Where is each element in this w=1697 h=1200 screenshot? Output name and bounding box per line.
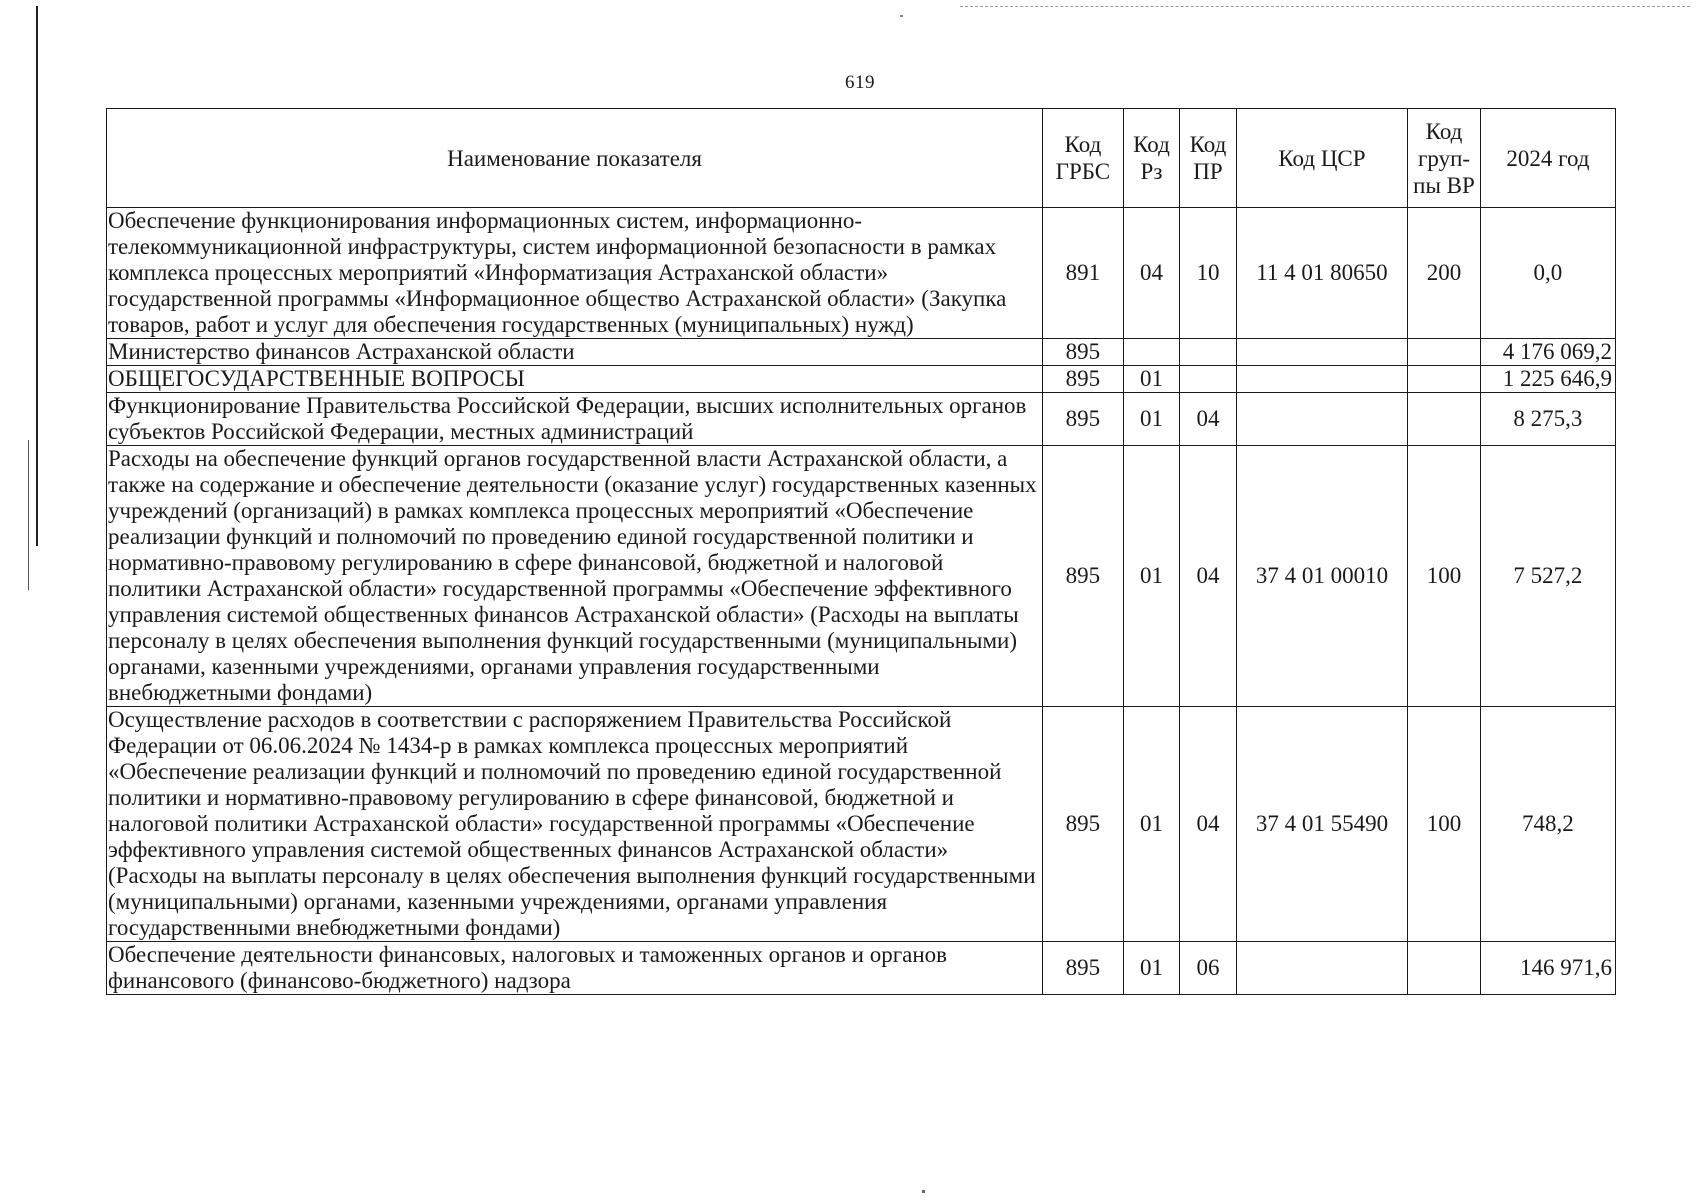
scan-binding-edge-secondary bbox=[28, 440, 29, 590]
row-rz: 01 bbox=[1123, 366, 1179, 393]
row-amount: 8 275,3 bbox=[1480, 393, 1615, 446]
table-row bbox=[107, 393, 1616, 446]
row-pr: 10 bbox=[1180, 208, 1236, 339]
row-grbs: 895 bbox=[1043, 366, 1124, 393]
row-name: Обеспечение функционирования информационных систем, информационно-телекоммуникационной инфраструктуры, систем информационной безопасности в рамках комплекса процессных мероприятий «Информатизация Астраханской области» государственной программы «Информационное общество Астраханской области» (Закупка товаров, работ и услуг для обеспечения государственных (муниципальных) нужд) bbox=[107, 208, 1043, 339]
row-amount: 0,0 bbox=[1480, 208, 1615, 339]
header-csr: Код ЦСР bbox=[1236, 109, 1407, 208]
row-csr bbox=[1236, 339, 1407, 366]
row-vr bbox=[1408, 942, 1481, 995]
row-csr: 11 4 01 80650 bbox=[1236, 208, 1407, 339]
row-name: Функционирование Правительства Российской Федерации, высших исполнительных органов субъектов Российской Федерации, местных администраций bbox=[107, 393, 1043, 446]
row-vr: 200 bbox=[1408, 208, 1481, 339]
scan-speck bbox=[922, 1190, 925, 1193]
row-name: ОБЩЕГОСУДАРСТВЕННЫЕ ВОПРОСЫ bbox=[107, 366, 1043, 393]
row-grbs: 895 bbox=[1043, 707, 1124, 942]
row-vr: 100 bbox=[1408, 707, 1481, 942]
row-grbs: 895 bbox=[1043, 446, 1124, 707]
row-grbs: 891 bbox=[1043, 208, 1124, 339]
row-pr: 04 bbox=[1180, 446, 1236, 707]
row-amount: 146 971,6 bbox=[1480, 942, 1615, 995]
header-year: 2024 год bbox=[1480, 109, 1615, 208]
table-row bbox=[107, 707, 1616, 942]
table-row bbox=[107, 339, 1616, 366]
row-name: Обеспечение деятельности финансовых, налоговых и таможенных органов и органов финансового (финансово-бюджетного) надзора bbox=[107, 942, 1043, 995]
row-vr bbox=[1408, 366, 1481, 393]
header-grbs: Код ГРБС bbox=[1043, 109, 1124, 208]
header-rz: Код Рз bbox=[1123, 109, 1179, 208]
table-row bbox=[107, 366, 1616, 393]
table-row bbox=[107, 942, 1616, 995]
row-csr bbox=[1236, 942, 1407, 995]
scan-top-edge bbox=[960, 6, 1690, 8]
budget-table bbox=[106, 108, 1616, 995]
table-row bbox=[107, 446, 1616, 707]
row-rz: 01 bbox=[1123, 446, 1179, 707]
table-header-row bbox=[107, 109, 1616, 208]
row-rz: 01 bbox=[1123, 393, 1179, 446]
row-vr bbox=[1408, 339, 1481, 366]
header-vr: Код груп-пы ВР bbox=[1408, 109, 1481, 208]
row-amount: 1 225 646,9 bbox=[1480, 366, 1615, 393]
header-pr: Код ПР bbox=[1180, 109, 1236, 208]
row-csr bbox=[1236, 366, 1407, 393]
row-csr: 37 4 01 55490 bbox=[1236, 707, 1407, 942]
row-amount: 7 527,2 bbox=[1480, 446, 1615, 707]
row-name: Министерство финансов Астраханской области bbox=[107, 339, 1043, 366]
row-name: Расходы на обеспечение функций органов государственной власти Астраханской области, а также на содержание и обеспечение деятельности (оказание услуг) государственных казенных учреждений (организаций) в рамках комплекса процессных мероприятий «Обеспечение реализации функций и полномочий по проведению единой государственной политики и нормативно-правовому регулированию в сфере финансовой, бюджетной и налоговой политики Астраханской области» государственной программы «Обеспечение эффективного управления системой общественных финансов Астраханской области» (Расходы на выплаты персоналу в целях обеспечения выполнения функций государственными (муниципальными) органами, казенными учреждениями, органами управления государственными внебюджетными фондами) bbox=[107, 446, 1043, 707]
header-name: Наименование показателя bbox=[107, 109, 1043, 208]
row-pr bbox=[1180, 366, 1236, 393]
page-number: 619 bbox=[845, 72, 875, 93]
row-pr: 06 bbox=[1180, 942, 1236, 995]
row-name: Осуществление расходов в соответствии с распоряжением Правительства Российской Федерации от 06.06.2024 № 1434-р в рамках комплекса процессных мероприятий «Обеспечение реализации функций и полномочий по проведению единой государственной политики и нормативно-правовому регулированию в сфере финансовой, бюджетной и налоговой политики Астраханской области» государственной программы «Обеспечение эффективного управления системой общественных финансов Астраханской области» (Расходы на выплаты персоналу в целях обеспечения выполнения функций государственными (муниципальными) органами, казенными учреждениями, органами управления государственными внебюджетными фондами) bbox=[107, 707, 1043, 942]
row-grbs: 895 bbox=[1043, 393, 1124, 446]
row-grbs: 895 bbox=[1043, 942, 1124, 995]
row-pr bbox=[1180, 339, 1236, 366]
scan-binding-edge bbox=[36, 6, 38, 546]
row-rz: 01 bbox=[1123, 942, 1179, 995]
row-pr: 04 bbox=[1180, 393, 1236, 446]
table-row bbox=[107, 208, 1616, 339]
row-vr: 100 bbox=[1408, 446, 1481, 707]
row-rz: 01 bbox=[1123, 707, 1179, 942]
row-rz: 04 bbox=[1123, 208, 1179, 339]
row-csr bbox=[1236, 393, 1407, 446]
row-vr bbox=[1408, 393, 1481, 446]
row-amount: 748,2 bbox=[1480, 707, 1615, 942]
scan-speck bbox=[900, 15, 903, 17]
row-amount: 4 176 069,2 bbox=[1480, 339, 1615, 366]
row-csr: 37 4 01 00010 bbox=[1236, 446, 1407, 707]
row-pr: 04 bbox=[1180, 707, 1236, 942]
row-rz bbox=[1123, 339, 1179, 366]
row-grbs: 895 bbox=[1043, 339, 1124, 366]
